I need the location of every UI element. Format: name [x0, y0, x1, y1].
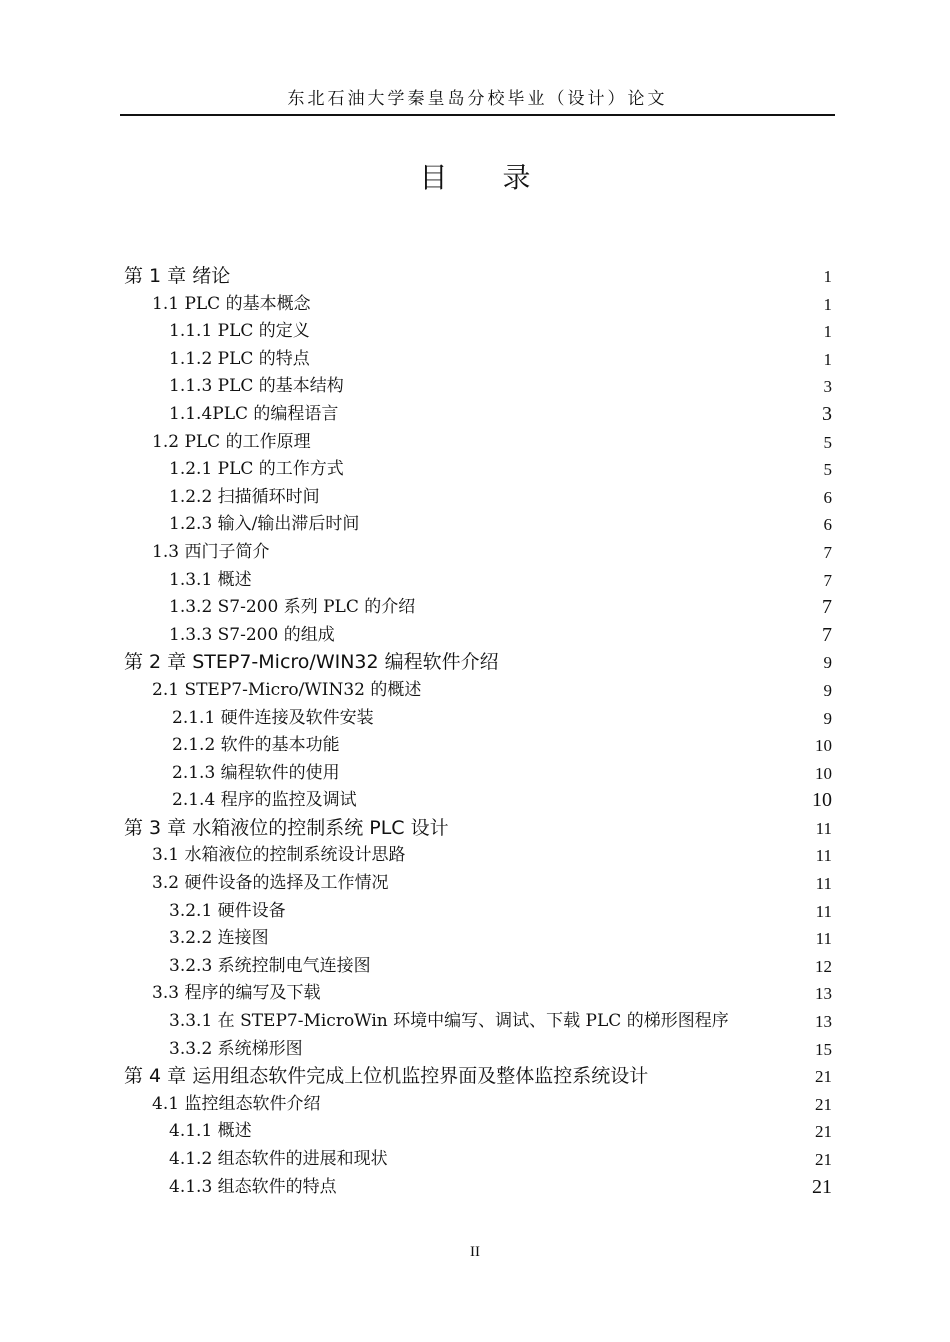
toc-entry-page: 1	[823, 349, 832, 369]
toc-entry-label: 3.1 水箱液位的控制系统设计思路	[152, 845, 406, 866]
toc-entry-label: 第 3 章 水箱液位的控制系统 PLC 设计	[124, 816, 449, 839]
toc-entry-page: 11	[815, 929, 832, 949]
toc-entry-page: 5	[823, 432, 832, 452]
toc-entry[interactable]	[0, 842, 950, 870]
toc-entry[interactable]	[0, 1118, 950, 1146]
toc-entry-page: 21	[815, 1122, 832, 1142]
toc-entry-label: 1.2 PLC 的工作原理	[152, 431, 311, 452]
toc-entry-label: 1.3.1 概述	[169, 569, 252, 590]
toc-entry-label: 第 1 章 绪论	[124, 265, 231, 287]
toc-entry-page: 7	[822, 623, 832, 646]
toc-entry[interactable]	[0, 677, 950, 705]
toc-entry[interactable]	[0, 539, 950, 567]
toc-entry[interactable]	[0, 953, 950, 981]
toc-entry[interactable]	[0, 511, 950, 539]
table-of-contents	[0, 263, 950, 1201]
toc-entry-label: 1.1.1 PLC 的定义	[169, 321, 310, 342]
toc-entry-label: 3.2 硬件设备的选择及工作情况	[152, 873, 389, 894]
page-number: II	[470, 1244, 480, 1260]
toc-entry-label: 2.1.4 程序的监控及调试	[172, 790, 357, 811]
toc-entry-label: 2.1.2 软件的基本功能	[172, 735, 340, 756]
toc-entry[interactable]	[0, 1008, 950, 1036]
toc-entry-page: 13	[815, 1012, 832, 1032]
toc-entry[interactable]	[0, 456, 950, 484]
toc-entry-page: 11	[815, 901, 832, 921]
toc-entry-label: 3.2.2 连接图	[169, 928, 269, 949]
toc-entry-page: 7	[823, 570, 832, 590]
toc-entry[interactable]	[0, 732, 950, 760]
toc-entry-label: 1.1.2 PLC 的特点	[169, 348, 310, 369]
toc-entry[interactable]	[0, 484, 950, 512]
toc-entry[interactable]	[0, 346, 950, 374]
toc-entry-label: 1.3.3 S7-200 的组成	[169, 624, 335, 645]
toc-entry-label: 3.2.1 硬件设备	[169, 900, 286, 921]
toc-entry-page: 12	[815, 956, 832, 976]
toc-entry-page: 21	[812, 1175, 832, 1198]
toc-entry-label: 2.1.3 编程软件的使用	[172, 762, 340, 783]
toc-entry-page: 13	[815, 984, 832, 1004]
toc-entry-page: 3	[822, 402, 832, 425]
toc-entry[interactable]	[0, 787, 950, 815]
header-text: 东北石油大学秦皇岛分校毕业（设计）论文	[287, 89, 668, 109]
toc-entry-page: 10	[815, 736, 832, 756]
toc-title: 目 录	[419, 161, 531, 194]
toc-entry-label: 1.3 西门子简介	[152, 541, 270, 562]
toc-entry[interactable]	[0, 263, 950, 291]
toc-entry-page: 6	[823, 487, 832, 507]
toc-entry-page: 10	[812, 789, 832, 812]
toc-entry[interactable]	[0, 760, 950, 788]
toc-entry[interactable]	[0, 401, 950, 429]
toc-entry-label: 2.1.1 硬件连接及软件安装	[172, 707, 374, 728]
toc-entry-page: 11	[815, 818, 832, 838]
toc-entry-page: 9	[823, 708, 832, 728]
toc-entry-label: 1.3.2 S7-200 系列 PLC 的介绍	[169, 597, 416, 618]
toc-entry-label: 4.1.3 组态软件的特点	[169, 1176, 337, 1197]
toc-entry-page: 11	[815, 874, 832, 894]
toc-entry-page: 9	[823, 653, 832, 673]
toc-entry-page: 1	[823, 322, 832, 342]
toc-entry-page: 9	[823, 680, 832, 700]
toc-entry-page: 7	[823, 542, 832, 562]
toc-entry-label: 3.3 程序的编写及下载	[152, 983, 321, 1004]
toc-entry-label: 4.1.2 组态软件的进展和现状	[169, 1149, 388, 1169]
toc-entry-label: 4.1.1 概述	[169, 1121, 252, 1142]
toc-entry-label: 1.2.1 PLC 的工作方式	[169, 459, 344, 480]
toc-entry[interactable]	[0, 649, 950, 677]
toc-entry-label: 3.3.2 系统梯形图	[169, 1038, 303, 1059]
toc-entry[interactable]	[0, 980, 950, 1008]
toc-entry-page: 1	[823, 267, 832, 286]
toc-entry-label: 3.2.3 系统控制电气连接图	[169, 955, 371, 976]
toc-entry[interactable]	[0, 898, 950, 926]
toc-entry-label: 1.1 PLC 的基本概念	[152, 293, 311, 314]
toc-entry[interactable]	[0, 1036, 950, 1064]
toc-entry-page: 5	[823, 460, 832, 480]
toc-entry-label: 第 2 章 STEP7-Micro/WIN32 编程软件介绍	[124, 651, 499, 674]
toc-entry-label: 1.1.3 PLC 的基本结构	[169, 376, 344, 397]
toc-entry[interactable]	[0, 705, 950, 733]
toc-entry-page: 1	[823, 294, 832, 314]
toc-entry-page: 7	[822, 596, 832, 619]
toc-entry[interactable]	[0, 870, 950, 898]
toc-entry[interactable]	[0, 1146, 950, 1174]
toc-entry-page: 21	[815, 1094, 832, 1114]
toc-entry-label: 第 4 章 运用组态软件完成上位机监控界面及整体监控系统设计	[124, 1065, 649, 1088]
page-header	[120, 86, 835, 116]
toc-entry-page: 21	[815, 1150, 832, 1169]
toc-entry[interactable]	[0, 291, 950, 319]
toc-entry[interactable]	[0, 815, 950, 843]
toc-entry[interactable]	[0, 594, 950, 622]
toc-entry-page: 11	[815, 846, 832, 866]
toc-entry-label: 2.1 STEP7-Micro/WIN32 的概述	[152, 679, 422, 700]
toc-entry[interactable]	[0, 1091, 950, 1119]
toc-entry-label: 1.1.4PLC 的编程语言	[169, 403, 339, 424]
toc-entry-page: 21	[815, 1067, 832, 1087]
toc-entry[interactable]	[0, 429, 950, 457]
toc-entry-label: 4.1 监控组态软件介绍	[152, 1093, 321, 1114]
toc-entry-label: 1.2.3 输入/输出滞后时间	[169, 514, 360, 535]
toc-entry[interactable]	[0, 567, 950, 595]
toc-entry-page: 3	[823, 377, 832, 397]
toc-entry[interactable]	[0, 1063, 950, 1091]
toc-entry[interactable]	[0, 622, 950, 650]
toc-entry-page: 6	[823, 515, 832, 535]
toc-entry[interactable]	[0, 925, 950, 953]
toc-entry-page: 10	[815, 763, 832, 783]
toc-entry[interactable]	[0, 1174, 950, 1202]
toc-entry[interactable]	[0, 373, 950, 401]
toc-entry-page: 15	[815, 1039, 832, 1059]
toc-entry-label: 3.3.1 在 STEP7-MicroWin 环境中编写、调试、下载 PLC 的梯形图程序	[169, 1011, 729, 1032]
toc-entry[interactable]	[0, 318, 950, 346]
toc-entry-label: 1.2.2 扫描循环时间	[169, 486, 320, 507]
